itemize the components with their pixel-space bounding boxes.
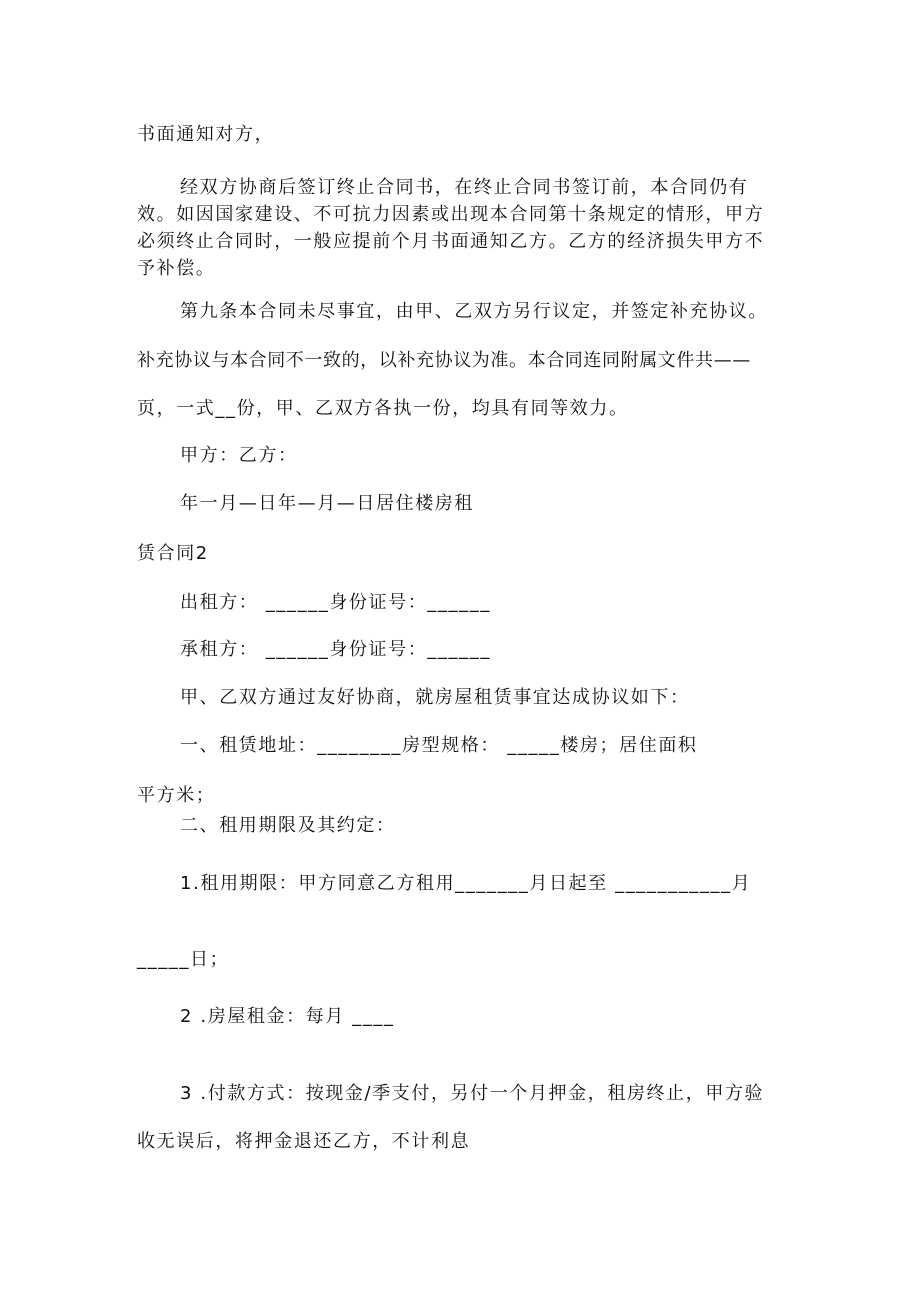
text-line-8: 页，一式__份，甲、乙双方各执一份，均具有同等效力。 xyxy=(137,398,629,419)
text-line-6: 第九条本合同未尽事宜，由甲、乙双方另行议定，并签定补充协议。 xyxy=(180,301,768,322)
lessor-line: 出租方： ______身份证号：______ xyxy=(180,592,491,613)
text-line-7: 补充协议与本合同不一致的，以补充协议为准。本合同连同附属文件共—— xyxy=(137,350,751,371)
address-line: 一、租赁地址：________房型规格： _____楼房；居住面积 xyxy=(180,735,698,756)
term-heading-line: 二、租用期限及其约定： xyxy=(180,815,396,836)
text-line-2: 经双方协商后签订终止合同书，在终止合同书签订前，本合同仍有 xyxy=(180,177,749,198)
agreement-intro-line: 甲、乙双方通过友好协商，就房屋租赁事宜达成协议如下： xyxy=(180,687,690,708)
term-period-line: 1.租用期限：甲方同意乙方租用_______月日起至 ___________月 xyxy=(180,873,752,894)
area-unit-line: 平方米； xyxy=(137,785,216,806)
signature-parties-line: 甲方：乙方： xyxy=(180,445,298,466)
contract-title-line: 赁合同2 xyxy=(137,543,209,564)
text-line-5: 予补偿。 xyxy=(137,258,216,279)
text-line-3: 效。如因国家建设、不可抗力因素或出现本合同第十条规定的情形，甲方 xyxy=(137,204,765,225)
rent-line: 2 .房屋租金：每月 ____ xyxy=(180,1006,395,1027)
lessee-line: 承租方： ______身份证号：______ xyxy=(180,639,491,660)
text-line-1: 书面通知对方， xyxy=(137,124,275,145)
payment-line-cont: 收无误后，将押金退还乙方，不计利息 xyxy=(137,1131,471,1152)
payment-line: 3 .付款方式：按现金/季支付，另付一个月押金，租房终止，甲方验 xyxy=(180,1083,765,1104)
text-line-4: 必须终止合同时，一般应提前个月书面通知乙方。乙方的经济损失甲方不 xyxy=(137,231,765,252)
term-end-day-line: _____日； xyxy=(137,949,230,970)
date-line: 年一月—日年—月—日居住楼房租 xyxy=(180,493,474,514)
